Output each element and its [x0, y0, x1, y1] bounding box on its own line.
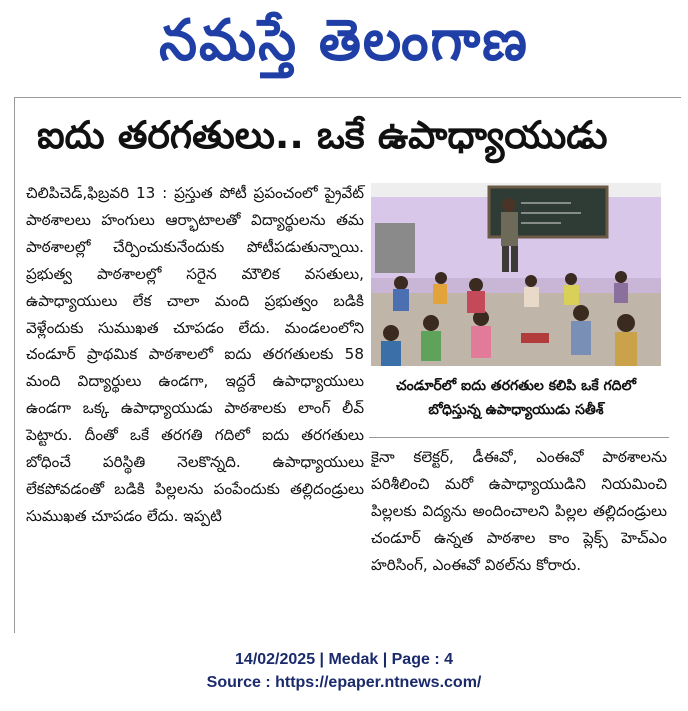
source-link[interactable]: Source : https://epaper.ntnews.com/	[206, 674, 482, 691]
page-footer	[0, 648, 688, 694]
caption-divider	[369, 437, 669, 438]
news-article	[14, 97, 681, 633]
article-photo	[371, 183, 661, 366]
article-headline: ఐదు తరగతులు.. ఒకే ఉపాధ్యాయుడు	[37, 113, 608, 157]
newspaper-logo: నమస్తే తెలంగాణ	[159, 7, 529, 74]
photo-caption: చండూర్‌లో ఐదు తరగతుల కలిపి ఒకే గదిలో బోధిస్తున్న ఉపాధ్యాయుడు సతీశ్	[396, 378, 636, 418]
masthead	[0, 0, 688, 95]
article-body-text: చిలిపిచెడ్,ఫిబ్రవరి 13 : ప్రస్తుత పోటీ ప్రపంచంలో ప్రైవేట్ పాఠశాలలు హంగులు ఆర్భాటాలతో విద్యార్థులను తమ పాఠశాలల్లో చేర్పించుకునేందుకు పోటీపడుతున్నాయి. ప్రభుత్వ పాఠశాలల్లో సరైన మౌలిక వసతులు, ఉపాధ్యాయులు లేక చాలా మంది ప్రభుత్వం బడికి వెళ్లేందుకు సుముఖత చూపడం లేదు. మండలంలోని చండూర్ ప్రాథమిక పాఠశాలలో ఐదు తరగతులకు 58 మంది విద్యార్థులు ఉండగా, ఇద్దరే ఉపాధ్యాయులు ఉండగా ఒక్క ఉపాధ్యాయుడు పాఠశాలకు లాంగ్ లీవ్ పెట్టారు. దీంతో ఒకే తరగతి గదిలో ఐదు తరగతులు బోధించే పరిస్థితి నెలకొన్నది. ఉపాధ్యాయులు లేకపోవడంతో బడికి పిల్లలను పంపేందుకు తల్లిదండ్రులు సుముఖత చూపడం లేదు. ఇప్పటి	[26, 184, 364, 525]
article-body-right-column: కైనా కలెక్టర్, డీఈవో, ఎంఈవో పాఠశాలను పరిశీలించి మరో ఉపాధ్యాయుడిని నియమించి పిల్లలకు విద్యను అందించాలని పిల్లల తల్లిదండ్రులు చండూర్ ఉన్నత పాఠశాల కాం ప్లెక్స్ హెచ్ఎం హరిసింగ్, ఎంఈవో విఠల్‌ను కోరారు.	[371, 448, 667, 574]
publication-info: 14/02/2025 | Medak | Page : 4	[235, 651, 453, 668]
classroom-photo-illustration	[371, 183, 661, 366]
article-body-left-column	[26, 180, 364, 530]
